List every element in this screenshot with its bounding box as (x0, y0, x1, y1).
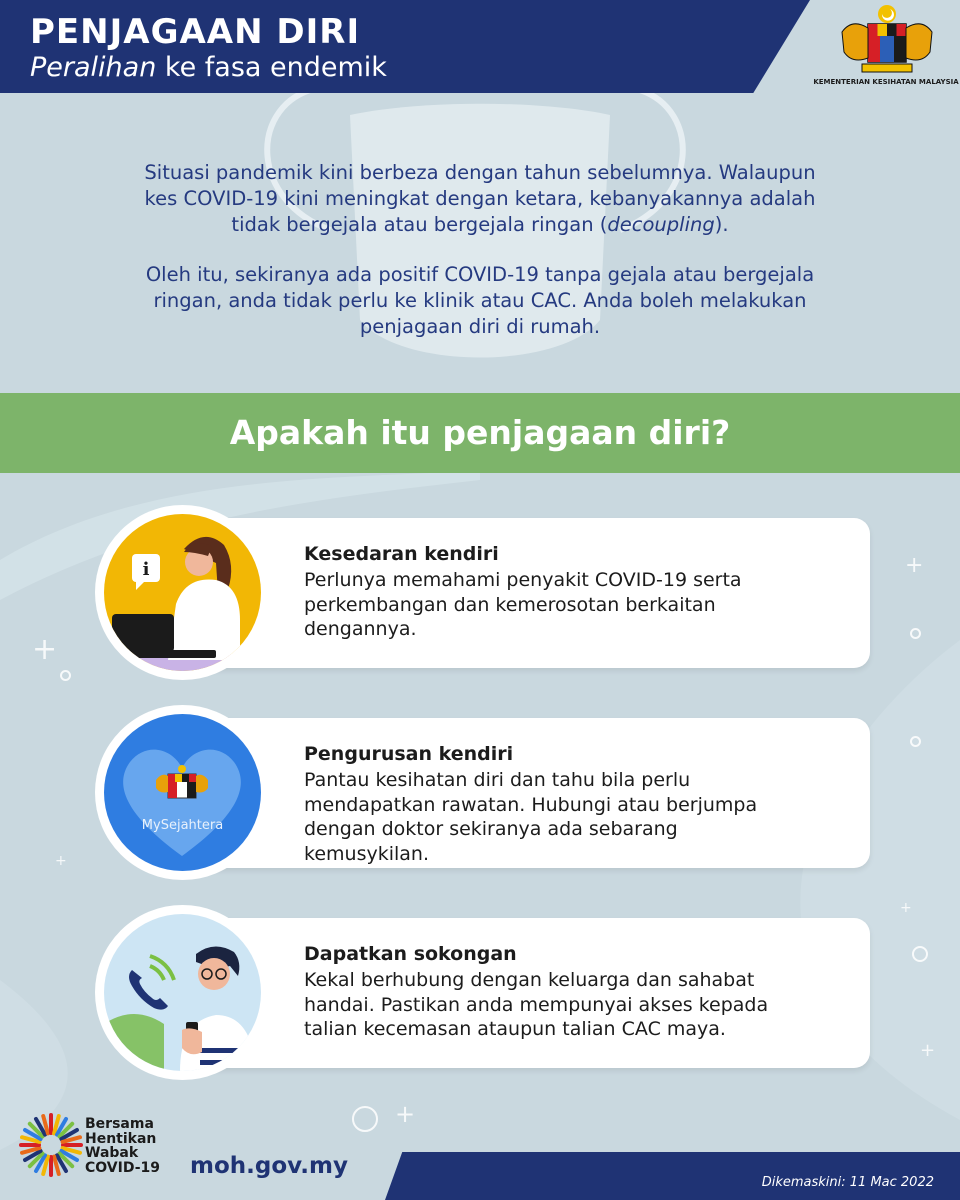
card-body-line: talian kecemasan ataupun talian CAC maya. (304, 1018, 726, 1040)
card-title: Kesedaran kendiri (304, 543, 499, 565)
card-kesedaran-kendiri (190, 518, 870, 668)
plus-decoration-icon: + (395, 1100, 416, 1128)
svg-text:i: i (142, 559, 150, 580)
section-heading: Apakah itu penjagaan diri? (229, 413, 731, 452)
website-link[interactable]: moh.gov.my (190, 1153, 348, 1179)
slogan-line: COVID-19 (85, 1159, 161, 1176)
illustration-mysejahtera-app (95, 705, 270, 880)
plus-decoration-icon: + (900, 900, 912, 916)
card-dapatkan-sokongan (190, 918, 870, 1068)
heart-icon (104, 714, 261, 871)
slogan-line: Wabak (85, 1145, 139, 1161)
plus-decoration-icon: + (32, 632, 58, 667)
card-body-line: kemusykilan. (304, 842, 429, 865)
card-body-line: Perlunya memahami penyakit COVID-19 serta (304, 569, 742, 591)
intro-italic-term: decoupling (607, 213, 715, 236)
intro-line: Situasi pandemik kini berbeza dengan tahun sebelumnya. Walaupun (144, 161, 816, 184)
plus-decoration-icon: + (905, 553, 924, 578)
card-body-line: dengan doktor sekiranya ada sebarang (304, 818, 678, 840)
slogan-line: Hentikan (85, 1130, 157, 1147)
intro-line: penjagaan diri di rumah. (359, 315, 601, 338)
card-body (304, 768, 844, 866)
campaign-logo (18, 1112, 84, 1178)
intro-line: Oleh itu, sekiranya ada positif COVID-19 tanpa gejala atau bergejala (145, 263, 815, 286)
intro-paragraph-1 (80, 160, 880, 238)
card-pengurusan-kendiri (190, 718, 870, 868)
intro-line: kes COVID-19 kini meningkat dengan ketara, kebanyakannya adalah (144, 187, 816, 210)
card-body (304, 568, 844, 642)
card-body-line: Kekal berhubung dengan keluarga dan sahabat (304, 969, 755, 991)
ministry-name: KEMENTERIAN KESIHATAN MALAYSIA (813, 78, 959, 86)
campaign-slogan (85, 1117, 160, 1175)
circle-decoration (910, 736, 921, 747)
intro-line-text: tidak bergejala atau bergejala ringan ( (231, 213, 608, 236)
circle-decoration (60, 670, 71, 681)
card-body-line: handai. Pastikan anda mempunyai akses kepada (304, 993, 769, 1016)
app-label: MySejahtera (141, 818, 224, 833)
card-body-line: Pantau kesihatan diri dan tahu bila perlu (304, 769, 691, 791)
subtitle-rest: ke fasa endemik (156, 52, 387, 83)
card-title: Dapatkan sokongan (304, 943, 517, 965)
card-title: Pengurusan kendiri (304, 743, 514, 765)
circle-decoration (910, 628, 921, 639)
slogan-line: Bersama (85, 1116, 154, 1132)
plus-decoration-icon: + (55, 853, 67, 869)
section-heading-banner (0, 393, 960, 473)
plus-decoration-icon: + (920, 1040, 936, 1061)
page-subtitle (30, 52, 387, 83)
card-body-line: dengannya. (304, 618, 417, 640)
circle-decoration (352, 1106, 378, 1132)
circle-decoration (912, 946, 928, 962)
illustration-phone-call (95, 905, 270, 1080)
intro-line: ringan, anda tidak perlu ke klinik atau CAC. Anda boleh melakukan (153, 289, 807, 312)
page-title: PENJAGAAN DIRI (30, 12, 361, 52)
card-body-line: mendapatkan rawatan. Hubungi atau berjumpa (304, 793, 758, 816)
illustration-laptop-woman (95, 505, 270, 680)
subtitle-italic: Peralihan (30, 52, 157, 83)
intro-paragraph-2 (80, 262, 880, 340)
card-body-line: perkembangan dan kemerosotan berkaitan (304, 593, 716, 616)
card-body (304, 968, 844, 1042)
updated-date: Dikemaskini: 11 Mac 2022 (761, 1175, 934, 1190)
intro-line-tail: ). (714, 213, 729, 236)
intro-line (80, 212, 880, 238)
